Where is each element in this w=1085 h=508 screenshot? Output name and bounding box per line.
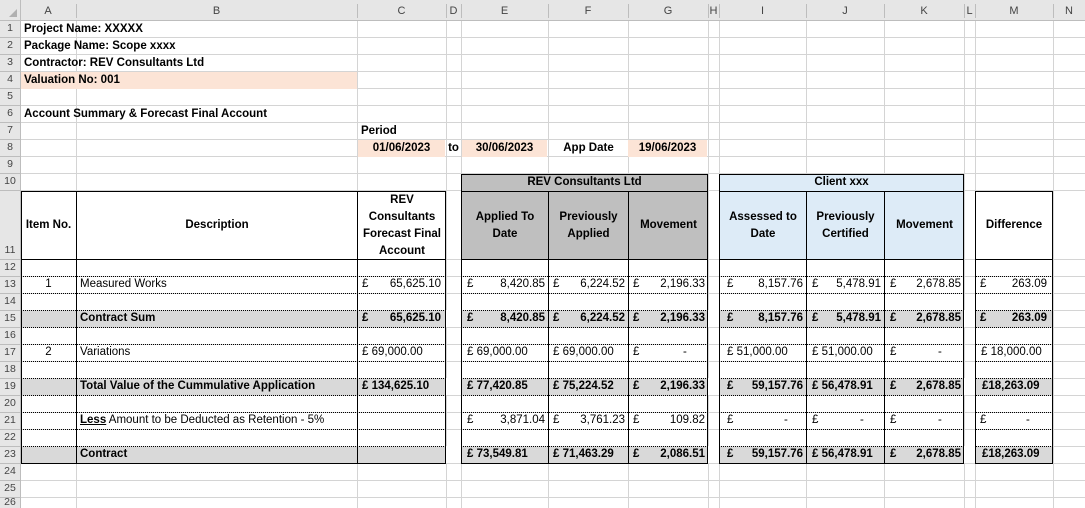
row-header[interactable]: 15 — [4, 312, 16, 324]
currency-symbol: £ — [467, 278, 474, 290]
row-header[interactable]: 16 — [4, 329, 16, 341]
prev-applied-cell[interactable]: 3,761.23 — [580, 414, 625, 426]
movement-cell[interactable]: 2,196.33 — [660, 380, 705, 392]
currency-symbol: £ — [553, 278, 560, 290]
row-header[interactable]: 9 — [7, 158, 13, 170]
prev-cert-cell[interactable]: £ 56,478.91 — [812, 448, 873, 460]
row-header[interactable]: 5 — [7, 90, 13, 102]
currency-symbol: £ — [890, 448, 897, 460]
column-header[interactable]: F — [584, 5, 592, 17]
column-header[interactable]: G — [663, 5, 673, 17]
row-header[interactable]: 2 — [7, 39, 13, 51]
valuation-no: Valuation No: 001 — [24, 74, 120, 86]
column-header[interactable]: C — [397, 5, 406, 17]
row-header[interactable]: 1 — [7, 22, 13, 34]
row-header[interactable]: 19 — [4, 380, 16, 392]
date-to[interactable]: 30/06/2023 — [475, 142, 534, 154]
row-header[interactable]: 14 — [4, 295, 16, 307]
description-header: Description — [185, 219, 249, 231]
app-date[interactable]: 19/06/2023 — [638, 142, 697, 154]
currency-symbol: £ — [980, 414, 987, 426]
applied-to-date-header: Applied To Date — [475, 211, 535, 240]
difference-cell[interactable]: 263.09 — [1011, 312, 1047, 324]
prev-cert-cell[interactable]: 5,478.91 — [836, 278, 881, 290]
movement-cell[interactable]: 2,196.33 — [660, 278, 705, 290]
to-label: to — [448, 142, 459, 154]
currency-symbol: £ — [727, 278, 734, 290]
client-group-header: Client xxx — [814, 176, 869, 188]
column-header[interactable]: E — [500, 5, 509, 17]
difference-cell[interactable]: £ 18,000.00 — [981, 346, 1042, 358]
prev-cert-cell[interactable]: £ 56,478.91 — [812, 380, 873, 392]
row-header[interactable]: 26 — [4, 496, 16, 508]
movement-client-cell[interactable]: - — [938, 346, 942, 358]
difference-header: Difference — [985, 219, 1043, 231]
assessed-cell[interactable]: 8,157.76 — [758, 278, 803, 290]
movement-client-cell[interactable]: - — [938, 414, 942, 426]
currency-symbol: £ — [890, 312, 897, 324]
package-name: Package Name: Scope xxxx — [24, 40, 176, 52]
row-header[interactable]: 4 — [7, 73, 13, 85]
column-header[interactable]: L — [966, 5, 973, 17]
currency-symbol: £ — [633, 346, 640, 358]
row-header[interactable]: 12 — [4, 261, 16, 273]
row-header[interactable]: 6 — [7, 107, 13, 119]
currency-symbol: £ — [633, 278, 640, 290]
forecast-cell[interactable]: £ 69,000.00 — [362, 346, 423, 358]
applied-cell[interactable]: 8,420.85 — [500, 278, 545, 290]
movement-header-client: Movement — [896, 219, 953, 231]
currency-symbol: £ — [980, 312, 987, 324]
movement-client-cell[interactable]: 2,678.85 — [916, 448, 961, 460]
column-header[interactable]: H — [709, 5, 718, 17]
currency-symbol: £ — [890, 346, 897, 358]
row-header[interactable]: 3 — [7, 56, 13, 68]
prev-cert-cell[interactable]: - — [860, 414, 864, 426]
row-header[interactable]: 20 — [4, 397, 16, 409]
currency-symbol: £ — [890, 278, 897, 290]
column-header[interactable]: B — [212, 5, 221, 17]
movement-client-cell[interactable]: 2,678.85 — [916, 380, 961, 392]
description-cell[interactable]: Total Value of the Cummulative Application — [80, 380, 316, 392]
app-date-label: App Date — [563, 142, 614, 154]
assessed-cell[interactable]: 59,157.76 — [751, 448, 803, 460]
select-all-button[interactable] — [0, 0, 20, 20]
movement-cell[interactable]: 109.82 — [669, 414, 705, 426]
column-header[interactable]: K — [920, 5, 928, 17]
currency-symbol: £ — [727, 448, 734, 460]
difference-cell[interactable]: - — [1026, 414, 1030, 426]
currency-symbol: £ — [553, 312, 560, 324]
row-header[interactable]: 21 — [4, 414, 16, 426]
description-cell[interactable]: Measured Works — [80, 278, 167, 290]
applied-cell[interactable]: £ 69,000.00 — [467, 346, 528, 358]
project-name: Project Name: XXXXX — [24, 23, 143, 35]
row-header[interactable]: 25 — [4, 482, 16, 494]
prev-applied-cell[interactable]: £ 69,000.00 — [553, 346, 614, 358]
currency-symbol: £ — [812, 414, 819, 426]
row-header[interactable]: 11 — [4, 244, 16, 256]
column-header[interactable]: J — [842, 5, 848, 17]
currency-symbol: £ — [727, 414, 734, 426]
prev-applied-cell[interactable]: 6,224.52 — [580, 278, 625, 290]
prev-cert-cell[interactable]: £ 51,000.00 — [812, 346, 873, 358]
currency-symbol: £ — [633, 380, 640, 392]
currency-symbol: £ — [362, 312, 369, 324]
currency-symbol: £ — [633, 312, 640, 324]
forecast-header: REV Consultants Forecast Final Account — [363, 194, 441, 257]
item-no-cell[interactable]: 2 — [45, 346, 52, 358]
column-header[interactable]: A — [44, 5, 52, 17]
difference-cell[interactable]: £18,263.09 — [982, 448, 1040, 460]
column-header[interactable]: I — [760, 5, 765, 17]
assessed-cell[interactable]: - — [784, 414, 788, 426]
previously-certified-header: Previously Certified — [816, 211, 875, 240]
description-cell[interactable]: Contract — [80, 448, 128, 460]
prev-applied-cell[interactable]: £ 71,463.29 — [553, 448, 614, 460]
forecast-cell[interactable]: 65,625.10 — [389, 278, 441, 290]
currency-symbol: £ — [467, 414, 474, 426]
movement-client-cell[interactable]: 2,678.85 — [916, 278, 961, 290]
column-header[interactable]: D — [449, 5, 458, 17]
currency-symbol: £ — [890, 414, 897, 426]
description-cell[interactable]: Contract Sum — [80, 312, 156, 324]
item-no-cell[interactable]: 1 — [45, 278, 52, 290]
applied-cell[interactable]: 8,420.85 — [500, 312, 545, 324]
row-header[interactable]: 10 — [4, 175, 16, 187]
currency-symbol: £ — [362, 278, 369, 290]
currency-symbol: £ — [980, 278, 987, 290]
assessed-cell[interactable]: 8,157.76 — [758, 312, 803, 324]
currency-symbol: £ — [727, 312, 734, 324]
column-header[interactable]: N — [1065, 5, 1073, 17]
date-from[interactable]: 01/06/2023 — [372, 142, 431, 154]
row-header[interactable]: 24 — [4, 465, 16, 477]
movement-client-cell[interactable]: 2,678.85 — [916, 312, 961, 324]
currency-symbol: £ — [633, 414, 640, 426]
column-header[interactable]: M — [1009, 5, 1019, 17]
movement-header-rev: Movement — [640, 219, 697, 231]
description-cell[interactable]: Variations — [80, 346, 131, 358]
applied-cell[interactable]: £ 73,549.81 — [467, 448, 528, 460]
period-label: Period — [361, 125, 397, 137]
currency-symbol: £ — [890, 380, 897, 392]
row-header[interactable]: 13 — [4, 278, 16, 290]
prev-applied-cell[interactable]: £ 75,224.52 — [553, 380, 614, 392]
assessed-cell[interactable]: 59,157.76 — [751, 380, 803, 392]
contractor-name: Contractor: REV Consultants Ltd — [24, 57, 205, 69]
difference-cell[interactable]: 263.09 — [1011, 278, 1047, 290]
assessed-cell[interactable]: £ 51,000.00 — [727, 346, 788, 358]
forecast-cell[interactable]: 65,625.10 — [389, 312, 441, 324]
currency-symbol: £ — [812, 312, 819, 324]
currency-symbol: £ — [812, 278, 819, 290]
currency-symbol: £ — [633, 448, 640, 460]
difference-cell[interactable]: £18,263.09 — [982, 380, 1040, 392]
assessed-to-date-header: Assessed to Date — [729, 211, 797, 240]
currency-symbol: £ — [467, 312, 474, 324]
prev-cert-cell[interactable]: 5,478.91 — [836, 312, 881, 324]
row-header[interactable]: 7 — [7, 124, 13, 136]
row-header[interactable]: 23 — [4, 448, 16, 460]
prev-applied-cell[interactable]: 6,224.52 — [580, 312, 625, 324]
row-header[interactable]: 8 — [7, 141, 13, 153]
item-no-header: Item No. — [25, 219, 72, 231]
movement-cell[interactable]: 2,196.33 — [660, 312, 705, 324]
row-header[interactable]: 17 — [4, 346, 16, 358]
currency-symbol: £ — [553, 414, 560, 426]
applied-cell[interactable]: 3,871.04 — [500, 414, 545, 426]
forecast-cell[interactable]: £ 134,625.10 — [362, 380, 430, 392]
movement-cell[interactable]: 2,086.51 — [660, 448, 705, 460]
movement-cell[interactable]: - — [683, 346, 687, 358]
rev-group-header: REV Consultants Ltd — [527, 176, 642, 188]
applied-cell[interactable]: £ 77,420.85 — [467, 380, 528, 392]
summary-title: Account Summary & Forecast Final Account — [24, 108, 268, 120]
currency-symbol: £ — [727, 380, 734, 392]
row-header[interactable]: 22 — [4, 431, 16, 443]
retention-description[interactable]: Less Amount to be Deducted as Retention - 5% — [80, 414, 325, 426]
row-header[interactable]: 18 — [4, 363, 16, 375]
previously-applied-header: Previously Applied — [559, 211, 618, 240]
